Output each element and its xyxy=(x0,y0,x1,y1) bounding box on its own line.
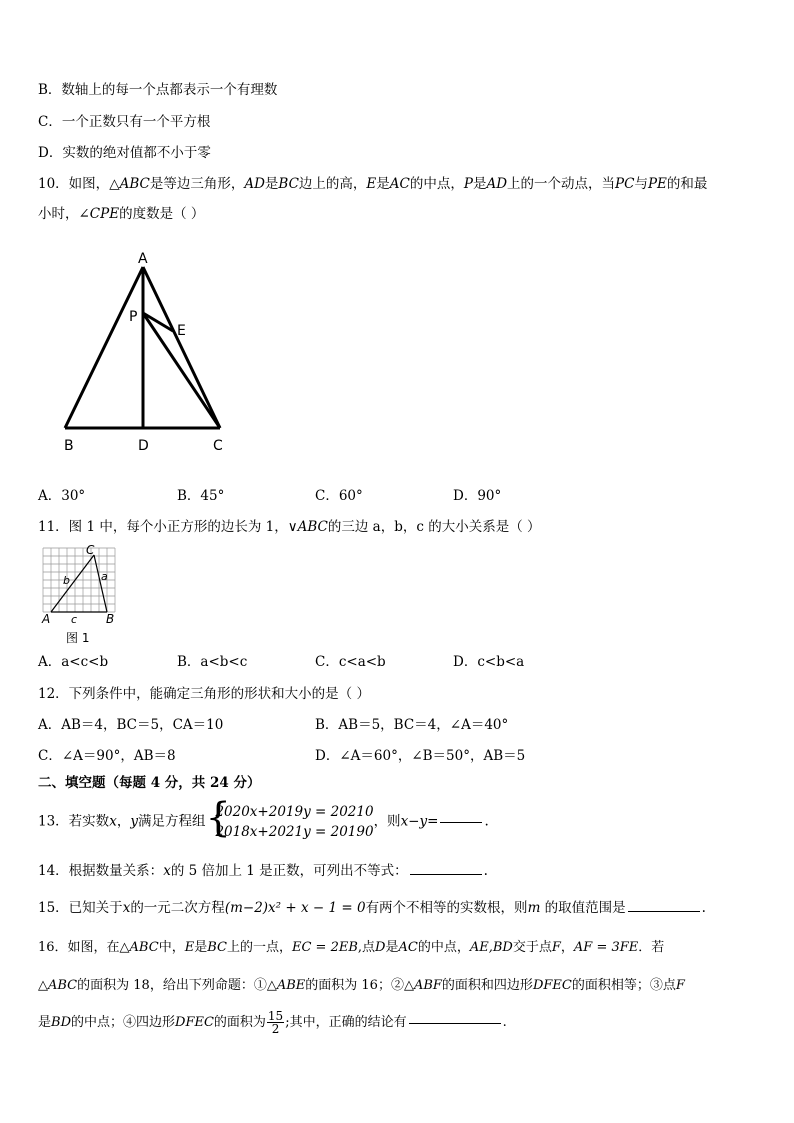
q12-option-a: A．AB＝4，BC＝5，CA＝10 xyxy=(38,717,224,733)
q10-math: △ABC xyxy=(109,176,150,192)
q14-text: 的 5 倍加上 1 是正数，可列出不等式： xyxy=(170,863,408,879)
grid-label-b-vertex: B xyxy=(106,612,115,626)
q16-line1 xyxy=(38,941,664,954)
q16-answer-blank[interactable] xyxy=(409,1022,501,1024)
q13-eq1: 2020x+2019y = 20210 xyxy=(215,804,374,820)
q16-text: . xyxy=(502,1015,507,1030)
q12-stem: 12．下列条件中，能确定三角形的形状和大小的是（ ） xyxy=(38,686,370,702)
q10-stem-line1 xyxy=(38,178,707,192)
q15-math: x xyxy=(122,900,131,916)
side-a xyxy=(94,555,107,612)
q13-text: . xyxy=(484,813,489,830)
q11-option-a: A．a<c<b xyxy=(38,654,109,670)
q16-math: △ABC xyxy=(119,940,159,955)
q10-math: E xyxy=(366,176,377,192)
grid-label-c-vertex: C xyxy=(86,544,95,557)
q12-option-d: D．∠A＝60°，∠B＝50°，AB＝5 xyxy=(315,748,526,764)
q16-text: 16．如图，在 xyxy=(38,940,120,955)
q10-option-c: C．60° xyxy=(315,488,363,504)
q15-text: . xyxy=(701,900,706,916)
q11-grid-figure xyxy=(38,544,128,650)
q14-text: 14．根据数量关系： xyxy=(38,863,164,879)
label-b: B xyxy=(64,438,74,454)
q13-text: 13．若实数 xyxy=(38,813,110,830)
q10-math: AD xyxy=(244,176,265,192)
q16-text: 的面积和四边形 xyxy=(441,978,533,993)
q16-math: AE,BD xyxy=(469,940,513,955)
q16-line3 xyxy=(38,1010,507,1044)
q15-text: 有两个不相等的实数根，则 xyxy=(365,900,528,916)
q13-text: 满足方程组 xyxy=(137,813,206,830)
q14-answer-blank[interactable] xyxy=(410,873,482,875)
q9-option-b: B．数轴上的每一个点都表示一个有理数 xyxy=(38,82,278,98)
label-d: D xyxy=(138,438,149,454)
q16-text: ;其中，正确的结论有 xyxy=(285,1015,407,1030)
q15-math: (m−2)x² + x − 1 = 0 xyxy=(224,900,366,916)
q16-text: 的面积为 16；② xyxy=(305,978,404,993)
q9-option-c: C．一个正数只有一个平方根 xyxy=(38,114,211,130)
q13-math: x−y xyxy=(400,813,428,830)
q13-eq2: 2018x+2021y = 20190 xyxy=(215,824,374,840)
label-e: E xyxy=(177,323,186,339)
label-c: C xyxy=(213,438,223,454)
q12-option-b: B．AB＝5，BC＝4，∠A＝40° xyxy=(315,717,509,733)
q16-text: 的中点， xyxy=(417,940,470,955)
q10-math: AC xyxy=(389,176,410,192)
q10-text: 的度数是（ ） xyxy=(119,206,205,222)
q15-math: m xyxy=(527,900,541,916)
q16-text: 是 xyxy=(38,1015,52,1030)
q12-option-c: C．∠A＝90°，AB＝8 xyxy=(38,748,176,764)
q10-text: 上的一个动点，当 xyxy=(507,176,616,192)
q15-text: 的取值范围是 xyxy=(540,900,626,916)
q16-math: D xyxy=(375,940,386,955)
q10-math: ∠CPE xyxy=(78,206,120,222)
q10-text: 是等边三角形， xyxy=(149,176,245,192)
q16-frac-den: 2 xyxy=(271,1022,280,1036)
q16-fraction xyxy=(267,1010,284,1035)
side-b xyxy=(51,555,94,612)
q10-option-a: A．30° xyxy=(38,488,86,504)
q13-text: = xyxy=(427,813,439,830)
q15-text: 的一元二次方程 xyxy=(130,900,225,916)
q9-option-d: D．实数的绝对值都不小于零 xyxy=(38,145,211,161)
q16-frac-num: 15 xyxy=(267,1009,284,1023)
q10-text: 的和最 xyxy=(666,176,708,192)
q16-text: 的面积为 18，给出下列命题：① xyxy=(77,978,267,993)
q11-stem xyxy=(38,521,541,535)
q16-text: 上的一点， xyxy=(226,940,292,955)
q11-option-c: C．c<a<b xyxy=(315,654,386,670)
section-heading: 二、填空题（每题 4 分，共 24 分） xyxy=(38,775,261,791)
q16-math: F xyxy=(675,978,685,993)
q10-text: 与 xyxy=(634,176,648,192)
q10-text: 是 xyxy=(376,176,390,192)
q13-text: ， xyxy=(116,813,131,830)
q13-math: x xyxy=(109,813,117,830)
q16-text: 的面积为 xyxy=(213,1015,266,1030)
q14-text: . xyxy=(483,863,488,879)
side-ac xyxy=(143,267,220,428)
q10-math: BC xyxy=(278,176,299,192)
q13-equation-system: { 2020x+2019y = 20210 2018x+2021y = 20190 xyxy=(205,795,374,841)
q16-math: DFEC xyxy=(532,978,572,993)
q16-text: ,点 xyxy=(357,940,376,955)
q16-math: △ABC xyxy=(38,978,78,993)
q10-text: 边上的高， xyxy=(298,176,367,192)
q10-text: 10．如图， xyxy=(38,176,110,192)
q11-option-b: B．a<b<c xyxy=(177,654,248,670)
q16-text: 的面积相等；③点 xyxy=(571,978,676,993)
q14-math: x xyxy=(163,863,171,879)
q16-text: 是 xyxy=(194,940,208,955)
q11-option-d: D．c<b<a xyxy=(453,654,525,670)
q10-option-d: D．90° xyxy=(453,488,502,504)
q16-text: 交于点 xyxy=(512,940,552,955)
q16-text: ， xyxy=(560,940,574,955)
q10-text: 是 xyxy=(264,176,279,192)
q11-text: 的三边 a，b，c 的大小关系是（ ） xyxy=(327,519,541,535)
q10-option-b: B．45° xyxy=(177,488,225,504)
q14-stem xyxy=(38,865,488,879)
q16-math: F xyxy=(551,940,561,955)
q10-text: 小时， xyxy=(38,206,79,222)
q13-text: ，则 xyxy=(373,813,401,830)
q16-text: 中， xyxy=(158,940,185,955)
q16-text: 的中点；④四边形 xyxy=(71,1015,176,1030)
q16-math: EC = 2EB xyxy=(291,940,358,955)
q10-triangle-figure xyxy=(55,245,235,460)
side-ab xyxy=(65,267,143,428)
q15-answer-blank[interactable] xyxy=(628,910,700,912)
grid-label-a-side: a xyxy=(101,570,108,583)
q13-stem xyxy=(38,795,489,846)
label-a: A xyxy=(138,251,148,267)
q16-math: E xyxy=(184,940,195,955)
q11-math: ∨ABC xyxy=(287,519,328,535)
q16-math: BC xyxy=(207,940,227,955)
grid-label-c-side: c xyxy=(71,613,78,626)
q10-math: AD xyxy=(486,176,508,192)
q16-text: 是 xyxy=(385,940,399,955)
q13-answer-blank[interactable] xyxy=(440,821,482,823)
q16-line2 xyxy=(38,979,685,992)
q16-math: DFEC xyxy=(175,1015,214,1030)
q11-text: 11．图 1 中，每个小正方形的边长为 1， xyxy=(38,519,288,535)
q15-text: 15．已知关于 xyxy=(38,900,123,916)
grid-label-b-side: b xyxy=(63,574,70,587)
q16-math: AF = 3FE xyxy=(573,940,639,955)
q15-stem xyxy=(38,902,706,916)
label-p: P xyxy=(129,309,138,325)
q16-math: AC xyxy=(398,940,418,955)
grid-caption: 图 1 xyxy=(66,631,90,645)
q16-math: △ABF xyxy=(403,978,442,993)
q10-text: 是 xyxy=(472,176,487,192)
q10-math: P xyxy=(463,176,473,192)
q13-math: y xyxy=(130,813,138,830)
q10-text: 的中点， xyxy=(409,176,464,192)
q10-math: PE xyxy=(647,176,667,192)
q10-stem-line2 xyxy=(38,208,204,222)
q16-math: △ABE xyxy=(266,978,306,993)
q16-text: ．若 xyxy=(638,940,665,955)
q16-math: BD xyxy=(51,1015,71,1030)
grid-label-a-vertex: A xyxy=(42,612,51,626)
q10-math: PC xyxy=(615,176,635,192)
